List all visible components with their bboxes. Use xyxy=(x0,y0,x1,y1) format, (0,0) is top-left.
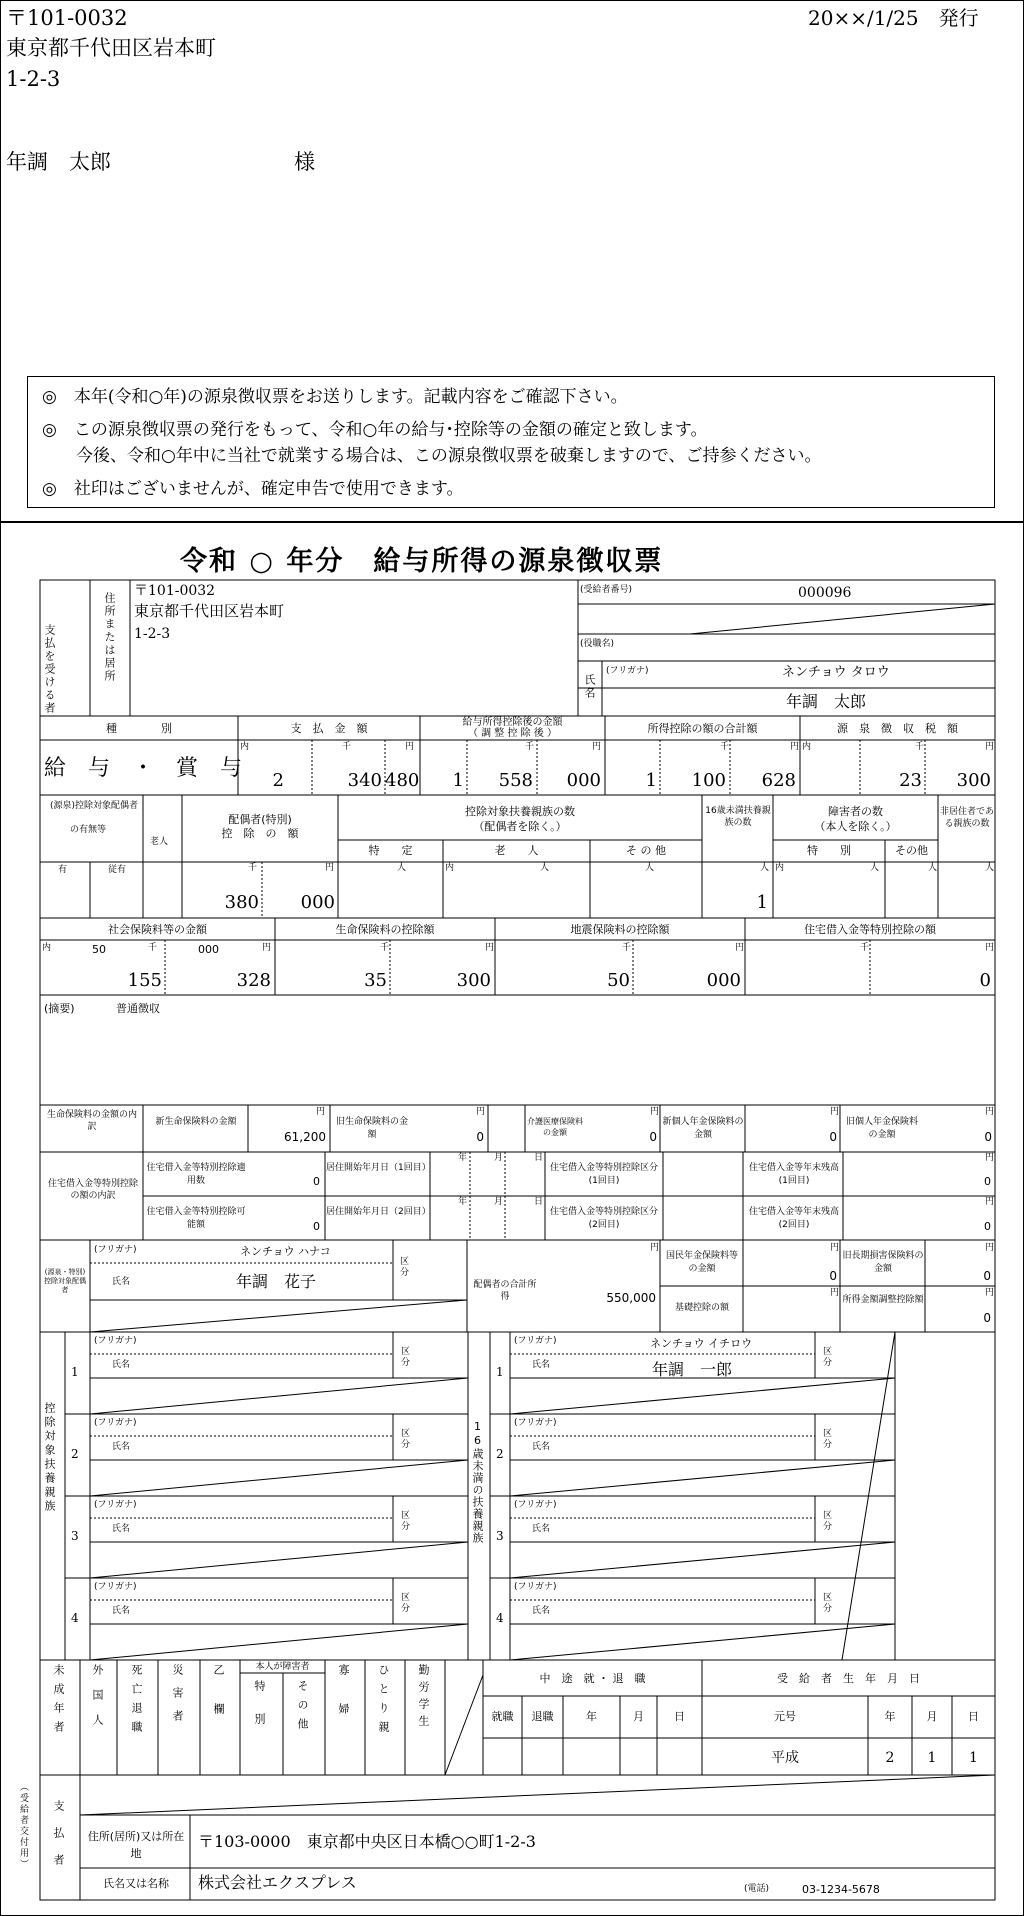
social-insurance-header: 社会保険料等の金額 xyxy=(108,923,207,936)
elder-label: 老人 xyxy=(150,837,169,847)
after-deduction-sub: （ 調 整 控 除 後 ） xyxy=(467,728,558,739)
ju-label: 従有 xyxy=(108,865,127,875)
unit-nin: 人 xyxy=(540,863,550,873)
housing-deduction-header: 住宅借入金等特別控除の額 xyxy=(804,923,936,936)
u16-kubun: 区分 xyxy=(821,1428,831,1450)
quake-sen: 50 xyxy=(607,970,630,991)
care-label: 介護医療保険料の金額 xyxy=(527,1117,583,1138)
birth-year: 2 xyxy=(885,1750,895,1766)
life-insurance-header: 生命保険料の控除額 xyxy=(335,923,435,936)
under16-first-name: 年調 一郎 xyxy=(652,1360,733,1379)
zan2-value: 0 xyxy=(984,1220,991,1233)
recipient-no-label: (受給者番号) xyxy=(580,585,633,595)
new-pension-label: 新個人年金保険料の金額 xyxy=(662,1117,744,1140)
dep-furigana-label: (フリガナ) xyxy=(94,1418,137,1428)
dep-row-number: 3 xyxy=(71,1529,79,1543)
unit-en: 円 xyxy=(985,1197,995,1207)
year-unit: 年 xyxy=(458,1197,468,1207)
month-unit: 月 xyxy=(494,1153,504,1163)
new-life-label: 新生命保険料の金額 xyxy=(155,1117,237,1127)
unit-uchi: 内 xyxy=(775,863,785,873)
day-col: 日 xyxy=(674,1710,685,1723)
notice-1: ◎ 本年(令和○年)の源泉徴収票をお送りします。記載内容をご確認下さい。 xyxy=(42,387,628,407)
quake-insurance-header: 地震保険料の控除額 xyxy=(570,923,670,936)
unit-uchi: 内 xyxy=(240,742,250,752)
dep-kubun: 区分 xyxy=(399,1510,409,1532)
ded-total-sen: 100 xyxy=(691,770,726,791)
payer-address-label: 住所(居所)又は所在地 xyxy=(87,1830,185,1860)
payer-address: 〒103-0000 東京都中央区日本橋○○町1-2-3 xyxy=(198,1832,536,1851)
adjust-label: 所得金額調整控除額 xyxy=(842,1295,924,1305)
sonota-label: そ の 他 xyxy=(626,844,666,857)
dep-row-number: 4 xyxy=(71,1611,79,1625)
unit-nin: 人 xyxy=(397,863,407,873)
zan2-label: 住宅借入金等年末残高(2回目) xyxy=(748,1207,839,1230)
pay-oku: 2 xyxy=(272,770,284,791)
care-value: 0 xyxy=(649,1130,657,1144)
longterm-value: 0 xyxy=(983,1269,991,1283)
unit-en: 円 xyxy=(985,742,995,752)
dep-row-number: 2 xyxy=(71,1447,79,1461)
taishoku-label: 退職 xyxy=(531,1710,554,1723)
kiso-label: 基礎控除の額 xyxy=(674,1303,729,1313)
pay-en: 480 xyxy=(385,770,420,791)
start1-label: 居住開始年月日（1回目） xyxy=(326,1163,431,1173)
notice-3: 今後、令和○年中に当社で就業する場合は、この源泉徴収票を破棄しますので、ご持参ください。 xyxy=(42,446,822,466)
payee-address-2: 1-2-3 xyxy=(134,626,171,642)
adjust-value: 0 xyxy=(983,1311,991,1325)
shushoku-label: 就職 xyxy=(491,1710,514,1723)
social-sen: 155 xyxy=(127,970,162,991)
payee-address-1: 東京都千代田区岩本町 xyxy=(134,602,285,620)
kind-value: 給 与 ・ 賞 与 xyxy=(44,756,243,781)
minor-label: 未成年者 xyxy=(52,1664,65,1740)
spouse-kubun: 区分 xyxy=(398,1256,408,1278)
old-pension-value: 0 xyxy=(984,1130,992,1144)
unit-en: 円 xyxy=(592,742,602,752)
ded-total-en: 628 xyxy=(761,770,796,791)
u16-kubun: 区分 xyxy=(821,1510,831,1532)
dependents-count-sub: （配偶者を除く。） xyxy=(473,820,567,833)
pay-sen: 340 xyxy=(347,770,382,791)
rojin-label: 老 人 xyxy=(494,844,539,857)
u16-row-number: 2 xyxy=(496,1447,504,1461)
dep-name-label: 氏名 xyxy=(112,1524,131,1534)
old-life-label: 旧生命保険料の金額 xyxy=(335,1117,408,1140)
after-oku: 1 xyxy=(452,770,464,791)
nenkin-value: 0 xyxy=(829,1269,837,1283)
kubun2-label: 住宅借入金等特別控除区分(2回目) xyxy=(549,1207,658,1230)
special-amount-sen: 380 xyxy=(224,892,259,913)
start2-label: 居住開始年月日（2回目） xyxy=(326,1207,431,1217)
dep-name-label: 氏名 xyxy=(112,1360,131,1370)
remarks-label: (摘要) xyxy=(44,1002,75,1015)
cover-address-line2: 1-2-3 xyxy=(6,67,61,91)
otsu-label: 乙欄 xyxy=(212,1664,225,1742)
foreign-label: 外国人 xyxy=(91,1664,104,1739)
recipient-name: 年調 太郎 xyxy=(6,150,111,174)
payer-name: 株式会社エクスプレス xyxy=(198,1873,357,1892)
dep-kubun: 区分 xyxy=(399,1428,409,1450)
spouse-name-label: 氏名 xyxy=(112,1277,131,1287)
spouse-income: 550,000 xyxy=(606,1291,656,1305)
u16-kubun: 区分 xyxy=(821,1346,831,1368)
birth-day-label: 日 xyxy=(968,1710,979,1723)
unit-sen: 千 xyxy=(860,943,870,953)
old-life-value: 0 xyxy=(476,1130,484,1144)
u16-row-number: 1 xyxy=(496,1365,504,1379)
new-pension-value: 0 xyxy=(829,1130,837,1144)
dep-kubun: 区分 xyxy=(399,1346,409,1368)
spouse-exist-label: (源泉)控除対象配偶者 xyxy=(50,801,139,811)
unit-sen: 千 xyxy=(915,742,925,752)
widow-label: 寡婦 xyxy=(337,1664,350,1742)
unit-sen: 千 xyxy=(342,742,352,752)
unit-sen: 千 xyxy=(148,943,158,953)
form-title: 令和 ○ 年分 給与所得の源泉徴収票 xyxy=(180,546,664,577)
position-label: (役職名) xyxy=(580,639,615,649)
unit-nin: 人 xyxy=(760,863,770,873)
spouse-exist-sub: の有無等 xyxy=(70,825,107,835)
u16-name-label: 氏名 xyxy=(532,1360,551,1370)
deduction-total-header: 所得控除の額の合計額 xyxy=(647,722,758,735)
dep-name-label: 氏名 xyxy=(112,1606,131,1616)
unit-en: 円 xyxy=(985,1107,995,1117)
social-inner-sen: 50 xyxy=(92,943,106,956)
life-sen: 35 xyxy=(364,970,387,991)
recipient-no: 000096 xyxy=(798,585,852,601)
unit-nin: 人 xyxy=(645,863,655,873)
sonota2-label: その他 xyxy=(895,844,928,857)
u16-furigana-label: (フリガナ) xyxy=(514,1582,557,1592)
unit-en: 円 xyxy=(262,943,272,953)
unit-en: 円 xyxy=(735,943,745,953)
spouse-section-label: (源泉・特別)控除対象配偶者 xyxy=(44,1268,86,1295)
u16-name-label: 氏名 xyxy=(532,1442,551,1452)
nenkin-label: 国民年金保険料等の金額 xyxy=(665,1251,738,1274)
name-label: 氏名 xyxy=(583,674,596,700)
furigana-label: (フリガナ) xyxy=(606,666,649,676)
midway-header: 中 途 就 ・ 退 職 xyxy=(539,1672,646,1685)
old-pension-label: 旧個人年金保険料の金額 xyxy=(845,1117,918,1140)
u16-furigana-label: (フリガナ) xyxy=(514,1500,557,1510)
tel-value: 03-1234-5678 xyxy=(802,1883,880,1896)
birth-month: 1 xyxy=(927,1750,937,1766)
unit-en: 円 xyxy=(985,1153,995,1163)
death-label: 死亡退職 xyxy=(130,1664,143,1740)
student-label: 勤労学生 xyxy=(417,1664,430,1732)
unit-en: 円 xyxy=(316,1107,326,1117)
social-inner-en: 000 xyxy=(198,943,219,956)
yes-label: 有 xyxy=(58,865,68,875)
after-sen: 558 xyxy=(498,770,533,791)
u16-furigana-label: (フリガナ) xyxy=(514,1336,557,1346)
year-col: 年 xyxy=(586,1710,597,1723)
notice-2: ◎ この源泉徴収票の発行をもって、令和○年の給与･控除等の金額の確定と致します。 xyxy=(42,420,708,440)
self-disabled-label: 本人が障害者 xyxy=(255,1662,310,1672)
dep-furigana-label: (フリガナ) xyxy=(94,1336,137,1346)
after-deduction-header: 給与所得控除後の金額 xyxy=(462,717,563,728)
unit-en: 円 xyxy=(985,943,995,953)
unit-uchi: 内 xyxy=(802,742,812,752)
tokutei-label: 特 定 xyxy=(368,844,413,857)
unit-sen: 千 xyxy=(720,742,730,752)
unit-uchi: 内 xyxy=(42,943,52,953)
longterm-label: 旧長期損害保険料の金額 xyxy=(842,1251,924,1274)
spouse-furigana: ネンチョウ ハナコ xyxy=(240,1245,331,1258)
pay-header: 支 払 金 額 xyxy=(290,722,368,735)
unit-en: 円 xyxy=(485,943,495,953)
special-amount-en: 000 xyxy=(300,892,335,913)
year-unit: 年 xyxy=(458,1153,468,1163)
tax-header: 源 泉 徴 収 税 額 xyxy=(837,722,958,735)
special-deduction-sub: 控 除 の 額 xyxy=(221,827,299,840)
toku-label: 特別 xyxy=(253,1680,266,1746)
unit-en: 円 xyxy=(830,1288,840,1298)
social-en: 328 xyxy=(236,970,271,991)
furigana-value: ネンチョウ タロウ xyxy=(782,665,890,680)
under16-first-furigana: ネンチョウ イチロウ xyxy=(650,1337,753,1350)
cover-address-line1: 東京都千代田区岩本町 xyxy=(6,36,216,60)
birth-era: 平成 xyxy=(771,1750,799,1766)
spouse-furigana-label: (フリガナ) xyxy=(94,1245,137,1255)
unit-en: 円 xyxy=(650,1243,660,1253)
insurance-breakdown-label: 生命保険料の金額の内訳 xyxy=(46,1110,137,1132)
unit-uchi: 内 xyxy=(445,863,455,873)
unit-en: 円 xyxy=(985,1243,995,1253)
special-deduction-label: 配偶者(特別) xyxy=(228,813,292,826)
notice-4: ◎ 社印はございませんが、確定申告で使用できます。 xyxy=(42,479,464,499)
after-en: 000 xyxy=(566,770,601,791)
disabled-label: 障害者の数 xyxy=(828,805,883,818)
dep-kubun: 区分 xyxy=(399,1592,409,1614)
unit-en: 円 xyxy=(405,742,415,752)
unit-en: 円 xyxy=(476,1107,486,1117)
u16-row-number: 3 xyxy=(496,1529,504,1543)
possible-label: 住宅借入金等特別控除可能額 xyxy=(146,1207,246,1230)
honorific: 様 xyxy=(294,150,315,174)
tax-sen: 23 xyxy=(899,770,922,791)
zan1-label: 住宅借入金等年末残高(1回目) xyxy=(748,1163,839,1186)
unit-en: 円 xyxy=(650,1107,660,1117)
sono-label: その他 xyxy=(296,1680,309,1737)
u16-row-number: 4 xyxy=(496,1611,504,1625)
ded-total-oku: 1 xyxy=(645,770,657,791)
month-unit: 月 xyxy=(494,1197,504,1207)
dep-furigana-label: (フリガナ) xyxy=(94,1582,137,1592)
cover-postal: 〒101-0032 xyxy=(6,6,128,30)
u16-name-label: 氏名 xyxy=(532,1524,551,1534)
unit-en: 円 xyxy=(985,1288,995,1298)
unit-en: 円 xyxy=(790,742,800,752)
kind-header: 種 別 xyxy=(106,722,172,735)
payer-name-label: 氏名又は名称 xyxy=(103,1877,169,1890)
unit-sen: 千 xyxy=(525,742,535,752)
u16-name-label: 氏名 xyxy=(532,1606,551,1616)
quake-en: 000 xyxy=(706,970,741,991)
unit-en: 円 xyxy=(325,863,335,873)
payee-name: 年調 太郎 xyxy=(786,692,867,711)
under16-label: 16歳未満扶養親族の数 xyxy=(705,806,771,828)
unit-sen: 千 xyxy=(380,943,390,953)
disabled-sub: （本人を除く。） xyxy=(814,820,897,833)
life-en: 300 xyxy=(456,970,491,991)
remarks-value: 普通徴収 xyxy=(116,1002,160,1015)
day-unit: 日 xyxy=(534,1153,544,1163)
tel-label: (電話) xyxy=(744,1884,770,1894)
tokubetsu-label: 特 別 xyxy=(807,844,851,857)
new-life-value: 61,200 xyxy=(284,1130,326,1144)
unit-en: 円 xyxy=(830,1243,840,1253)
dependents-count-label: 控除対象扶養親族の数 xyxy=(465,805,575,818)
gengo-label: 元号 xyxy=(774,1710,796,1723)
copy-side-label: （受給者交付用） xyxy=(18,1782,28,1870)
disaster-label: 災害者 xyxy=(171,1664,184,1733)
dep-name-label: 氏名 xyxy=(112,1442,131,1452)
unit-sen: 千 xyxy=(622,943,632,953)
birth-day: 1 xyxy=(969,1750,978,1766)
unit-nin: 人 xyxy=(870,863,880,873)
single-parent-label: ひとり親 xyxy=(377,1664,390,1740)
u16-kubun: 区分 xyxy=(821,1592,831,1614)
unit-nin: 人 xyxy=(928,863,938,873)
birth-header: 受 給 者 生 年 月 日 xyxy=(777,1672,920,1685)
payee-postal: 〒101-0032 xyxy=(134,583,216,599)
day-unit: 日 xyxy=(534,1197,544,1207)
nonresident-label: 非居住者である親族の数 xyxy=(940,807,995,830)
kubun1-label: 住宅借入金等特別控除区分(1回目) xyxy=(549,1163,658,1186)
unit-sen: 千 xyxy=(248,863,258,873)
address-label: 住所または居所 xyxy=(103,592,116,683)
issue-date: 20××/1/25 発行 xyxy=(808,6,979,30)
payer-label: 支払者 xyxy=(52,1800,65,1881)
u16-furigana-label: (フリガナ) xyxy=(514,1418,557,1428)
under16-section-label: 16歳未満の扶養親族 xyxy=(471,1420,484,1544)
dep-furigana-label: (フリガナ) xyxy=(94,1500,137,1510)
zan1-value: 0 xyxy=(984,1175,991,1188)
dependents-section-label: 控除対象扶養親族 xyxy=(43,1402,56,1514)
housing-breakdown-label: 住宅借入金等特別控除の額の内訳 xyxy=(48,1179,139,1202)
spouse-name: 年調 花子 xyxy=(236,1272,317,1291)
apply-count-label: 住宅借入金等特別控除適用数 xyxy=(146,1163,246,1186)
under16-count: 1 xyxy=(756,892,768,913)
unit-nin: 人 xyxy=(985,863,995,873)
unit-en: 円 xyxy=(830,1107,840,1117)
spouse-income-label: 配偶者の合計所得 xyxy=(473,1280,537,1302)
apply-count-value: 0 xyxy=(313,1175,320,1188)
possible-value: 0 xyxy=(313,1220,320,1233)
month-col: 月 xyxy=(633,1710,644,1723)
birth-month-label: 月 xyxy=(926,1710,938,1723)
tax-en: 300 xyxy=(956,770,991,791)
housing-value: 0 xyxy=(979,970,991,991)
birth-year-label: 年 xyxy=(884,1710,896,1723)
dep-row-number: 1 xyxy=(71,1365,79,1379)
payee-label: 支払を受ける者 xyxy=(43,624,56,715)
